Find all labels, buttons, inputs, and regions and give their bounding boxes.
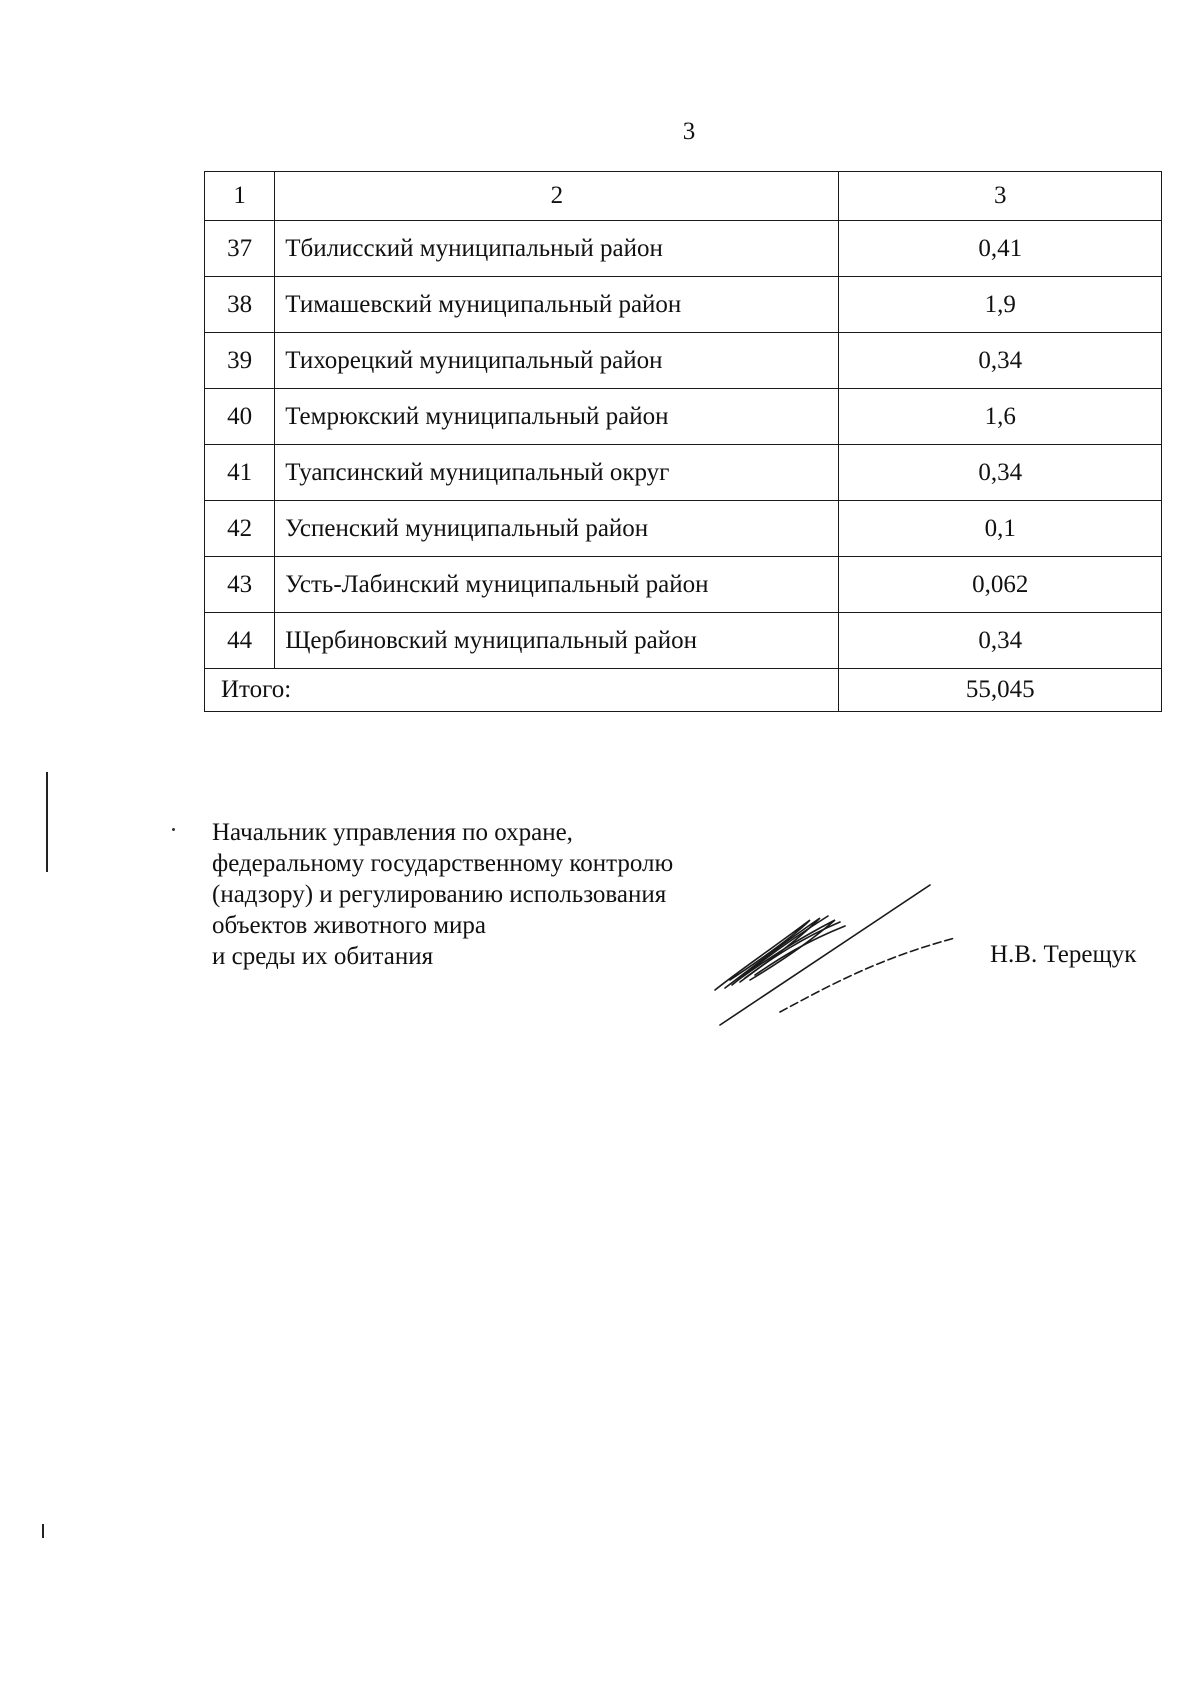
row-value: 1,6 xyxy=(839,389,1162,445)
table-header-row xyxy=(205,172,1162,221)
total-row xyxy=(205,669,1162,712)
district-name: Усть-Лабинский муниципальный район xyxy=(275,557,839,613)
district-name: Тбилисский муниципальный район xyxy=(275,221,839,277)
page-number: 3 xyxy=(682,118,696,145)
district-name: Тихорецкий муниципальный район xyxy=(275,333,839,389)
row-value: 0,34 xyxy=(839,333,1162,389)
row-number: 37 xyxy=(205,221,275,277)
total-label: Итого: xyxy=(205,669,839,712)
row-number: 40 xyxy=(205,389,275,445)
row-number: 41 xyxy=(205,445,275,501)
district-name: Туапсинский муниципальный округ xyxy=(275,445,839,501)
row-value: 0,41 xyxy=(839,221,1162,277)
position-line: (надзору) и регулированию использования xyxy=(212,881,667,908)
header-cell: 3 xyxy=(839,172,1162,221)
scan-margin-mark xyxy=(46,772,48,872)
row-number: 44 xyxy=(205,613,275,669)
table-row xyxy=(205,557,1162,613)
header-cell: 1 xyxy=(205,172,275,221)
table-row xyxy=(205,445,1162,501)
position-line: и среды их обитания xyxy=(212,943,434,970)
table-row xyxy=(205,501,1162,557)
district-name: Щербиновский муниципальный район xyxy=(275,613,839,669)
signatory-position xyxy=(212,817,673,972)
table-row xyxy=(205,333,1162,389)
allocation-table xyxy=(204,171,1162,712)
total-value: 55,045 xyxy=(839,669,1162,712)
handwritten-signature xyxy=(700,880,960,1060)
table-row xyxy=(205,613,1162,669)
position-line: объектов животного мира xyxy=(212,912,487,939)
table-row xyxy=(205,389,1162,445)
row-value: 0,34 xyxy=(839,613,1162,669)
row-value: 0,34 xyxy=(839,445,1162,501)
position-line: Начальник управления по охране, xyxy=(212,819,573,846)
row-value: 0,062 xyxy=(839,557,1162,613)
row-number: 38 xyxy=(205,277,275,333)
district-name: Тимашевский муниципальный район xyxy=(275,277,839,333)
row-number: 42 xyxy=(205,501,275,557)
district-name: Темрюкский муниципальный район xyxy=(275,389,839,445)
scan-margin-mark xyxy=(42,1524,44,1538)
table-row xyxy=(205,277,1162,333)
table-row xyxy=(205,221,1162,277)
district-name: Успенский муниципальный район xyxy=(275,501,839,557)
header-cell: 2 xyxy=(275,172,839,221)
row-value: 0,1 xyxy=(839,501,1162,557)
position-line: федеральному государственному контролю xyxy=(212,850,674,877)
row-number: 39 xyxy=(205,333,275,389)
row-number: 43 xyxy=(205,557,275,613)
signer-name: Н.В. Терещук xyxy=(990,941,1137,968)
row-value: 1,9 xyxy=(839,277,1162,333)
scan-dot-mark xyxy=(172,828,175,831)
